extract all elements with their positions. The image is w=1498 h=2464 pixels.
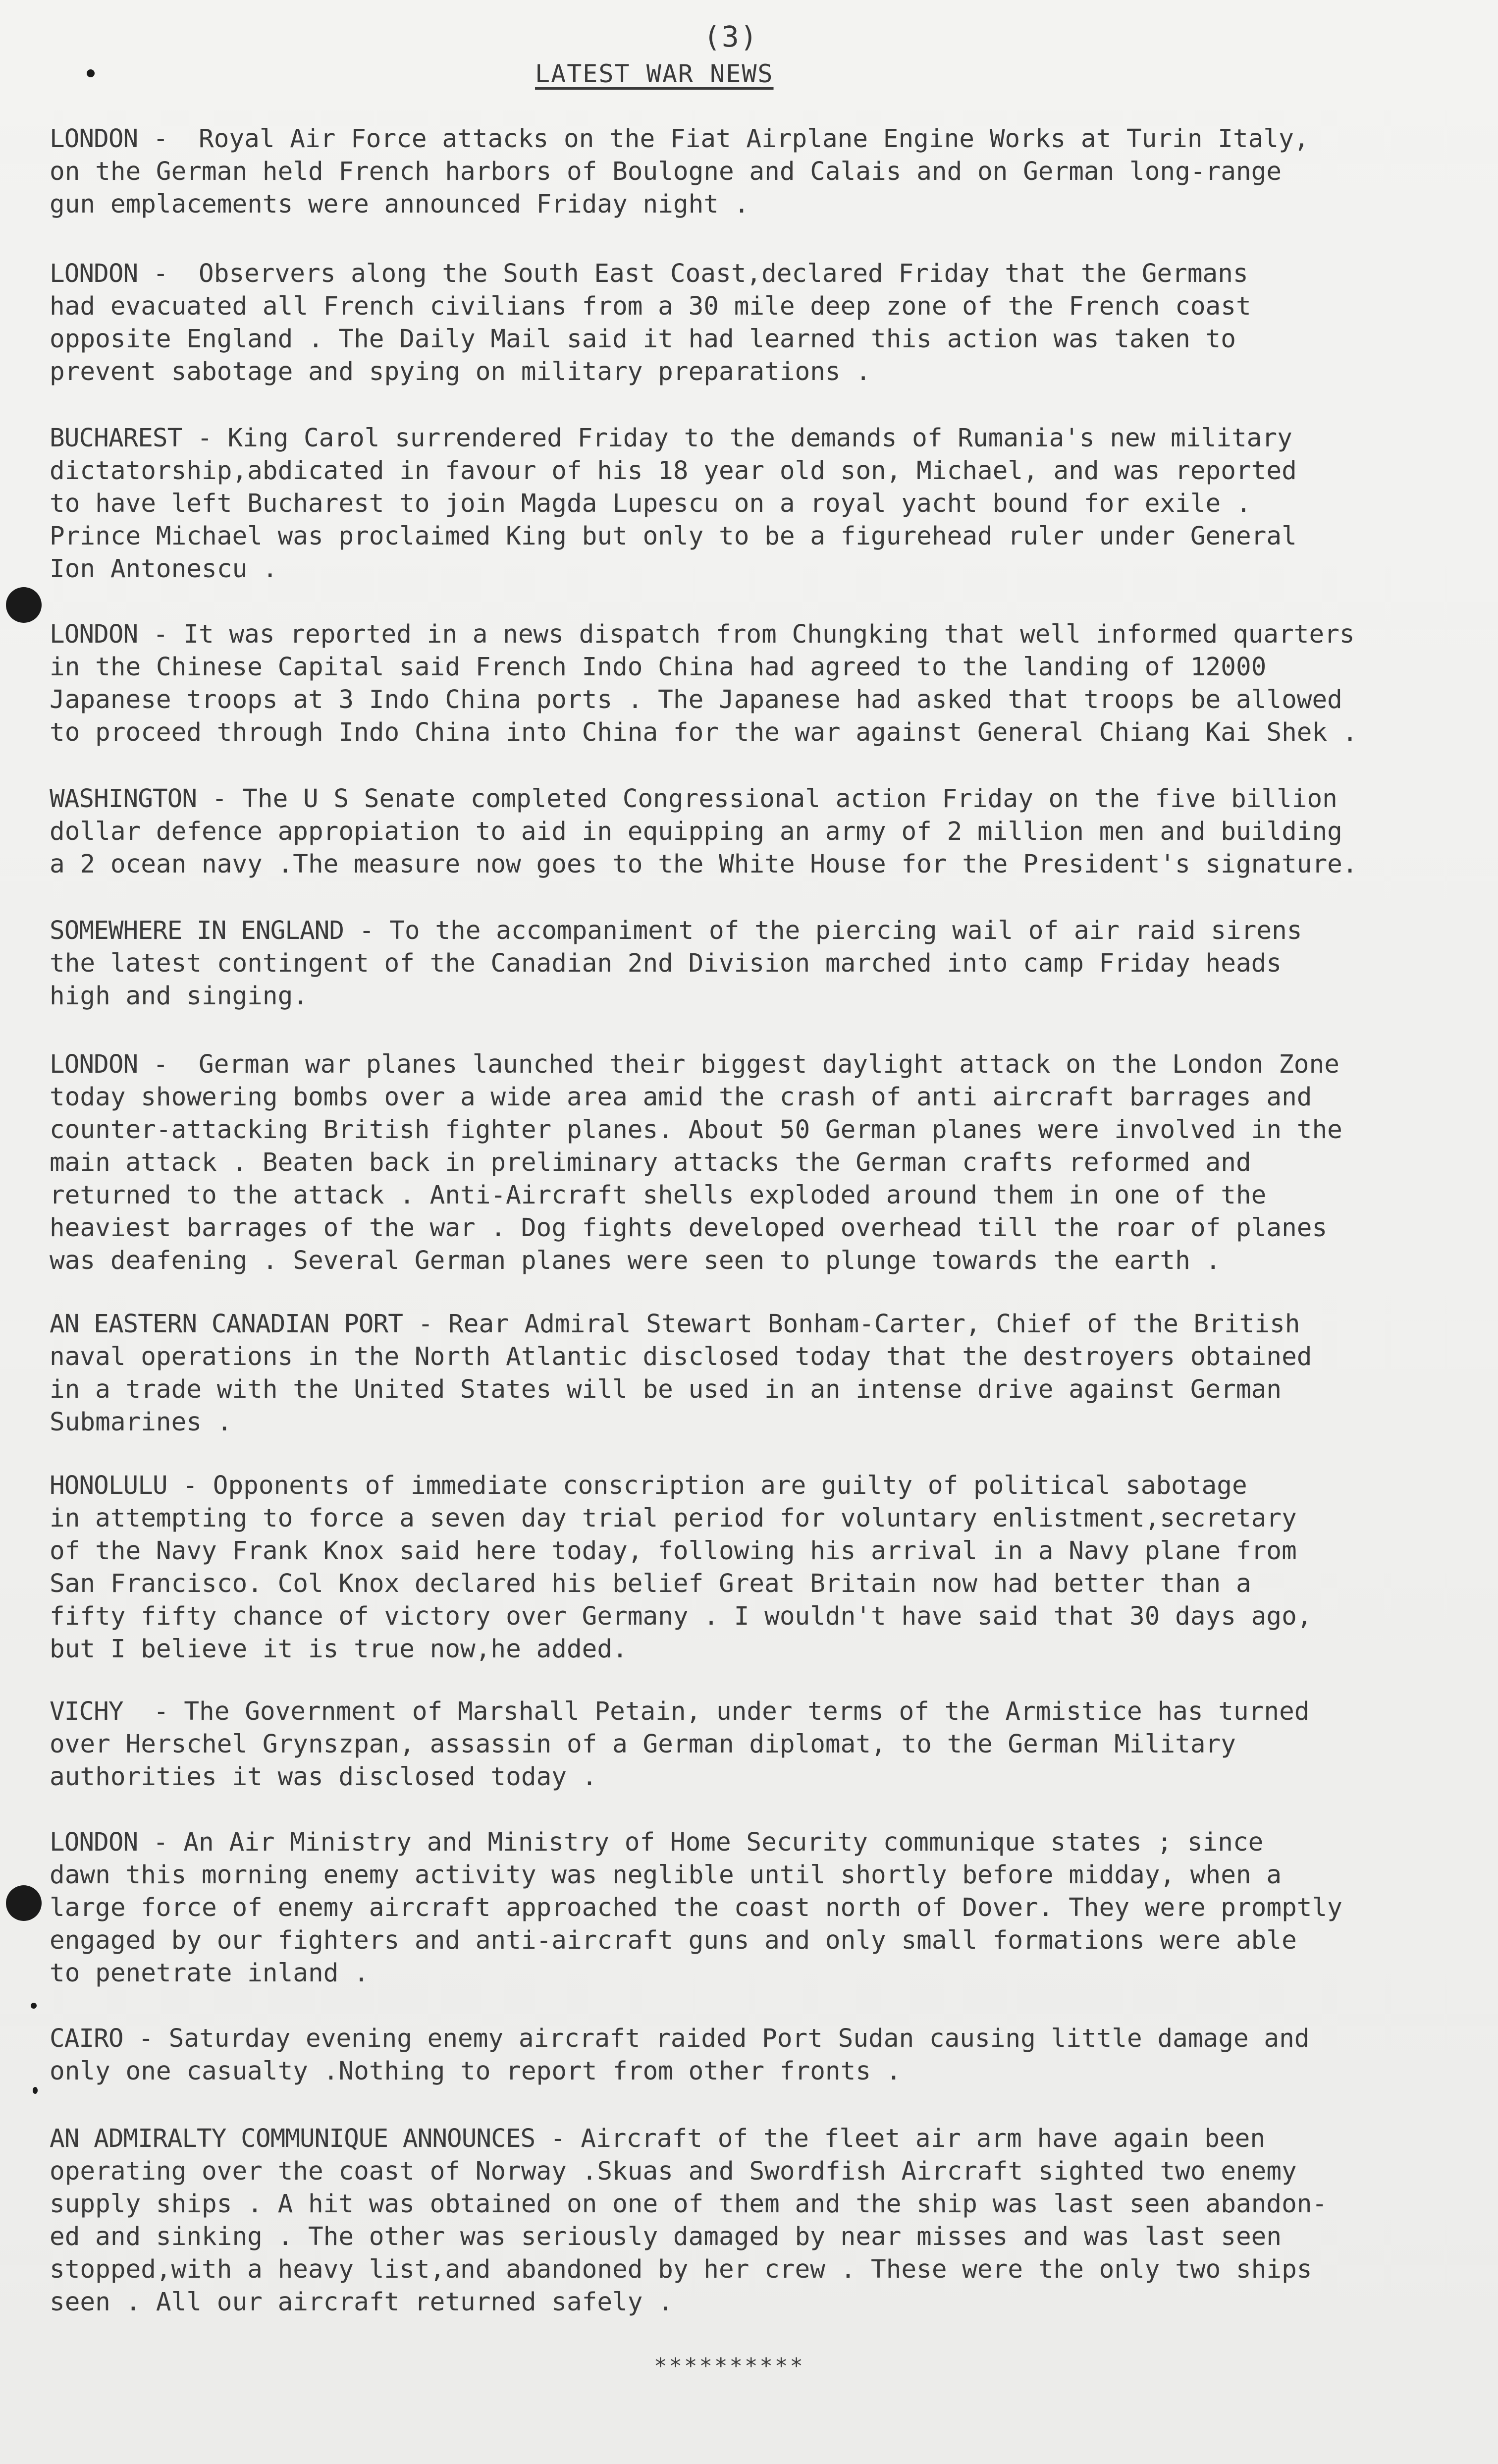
news-dateline: AN EASTERN CANADIAN PORT bbox=[50, 1310, 403, 1339]
news-dateline: AN ADMIRALTY COMMUNIQUE ANNOUNCES bbox=[50, 2124, 535, 2153]
news-body: - The U S Senate completed Congressional action Friday on the five billion dollar defence appropiation to aid in equipping an army of 2 million men and building a 2 ocean navy .The measure now goes to the White House for the President's signature. bbox=[50, 784, 1358, 879]
news-body: - German war planes launched their biggest daylight attack on the London Zone today showering bombs over a wide area amid the crash of anti aircraft barrages and counter-attacking British fighter planes. About 50 German planes were involved in the main attack . Beaten back in preliminary attacks the German crafts reformed and returned to the attack . Anti-Aircraft shells exploded around them in one of the heaviest barrages of the war . Dog fights developed overhead till the roar of planes was deafening . Several German planes were seen to plunge towards the earth . bbox=[50, 1050, 1342, 1275]
news-dateline: LONDON bbox=[50, 620, 138, 649]
news-body: - An Air Ministry and Ministry of Home Security communique states ; since dawn this morning enemy activity was neglible until shortly before midday, when a large force of enemy aircraft approached the coast north of Dover. They were promptly engaged by our fighters and anti-aircraft guns and only small formations were able to penetrate inland . bbox=[50, 1828, 1342, 1988]
news-dateline: HONOLULU bbox=[50, 1471, 167, 1500]
news-item bbox=[50, 1696, 1451, 1794]
news-dateline: LONDON bbox=[50, 259, 138, 288]
news-body: - King Carol surrendered Friday to the demands of Rumania's new military dictatorship,abdicated in favour of his 18 year old son, Michael, and was reported to have left Bucharest to join Magda Lupescu on a royal yacht bound for exile . Prince Michael was proclaimed King but only to be a figurehead ruler under General Ion Antonescu . bbox=[50, 424, 1297, 584]
end-of-page-asterisks: ********** bbox=[654, 2354, 805, 2379]
news-dateline: BUCHAREST bbox=[50, 424, 182, 453]
news-item bbox=[50, 123, 1451, 221]
news-item bbox=[50, 1308, 1451, 1439]
news-body: - The Government of Marshall Petain, under terms of the Armistice has turned over Herschel Grynszpan, assassin of a German diplomat, to the German Military authorities it was disclosed today . bbox=[50, 1697, 1310, 1792]
news-item bbox=[50, 258, 1451, 388]
news-body: - To the accompaniment of the piercing wail of air raid sirens the latest contingent of the Canadian 2nd Division marched into camp Friday heads high and singing. bbox=[50, 916, 1302, 1011]
news-body: - Rear Admiral Stewart Bonham-Carter, Chief of the British naval operations in the North Atlantic disclosed today that the destroyers obtained in a trade with the United States will be used in an intense drive against German Submarines . bbox=[50, 1310, 1312, 1437]
news-item bbox=[50, 2123, 1451, 2319]
news-item bbox=[50, 618, 1451, 749]
ink-mark bbox=[33, 2087, 38, 2094]
news-dateline: VICHY bbox=[50, 1697, 123, 1726]
news-item bbox=[50, 2023, 1451, 2088]
news-item bbox=[50, 783, 1451, 881]
news-body: - Royal Air Force attacks on the Fiat Airplane Engine Works at Turin Italy, on the German held French harbors of Boulogne and Calais and on German long-range gun emplacements were announced Friday night . bbox=[50, 124, 1309, 219]
news-dateline: LONDON bbox=[50, 1828, 138, 1857]
news-dateline: SOMEWHERE IN ENGLAND bbox=[50, 916, 344, 945]
news-body: - Opponents of immediate conscription are guilty of political sabotage in attempting to force a seven day trial period for voluntary enlistment,secretary of the Navy Frank Knox said here today, following his arrival in a Navy plane from San Francisco. Col Knox declared his belief Great Britain now had better than a fifty fifty chance of victory over Germany . I wouldn't have said that 30 days ago, but I believe it is true now,he added. bbox=[50, 1471, 1312, 1664]
news-dateline: LONDON bbox=[50, 124, 138, 154]
page-heading: LATEST WAR NEWS bbox=[535, 59, 774, 88]
punch-hole-mark bbox=[6, 1885, 42, 1921]
ink-mark bbox=[31, 2003, 37, 2009]
news-body: - Aircraft of the fleet air arm have again been operating over the coast of Norway .Skuas and Swordfish Aircraft sighted two enemy supply ships . A hit was obtained on one of them and the ship was last seen abandon- ed and sinking . The other was seriously damaged by near misses and was last seen stopped,with a heavy list,and abandoned by her crew . These were the only two ships seen . All our aircraft returned safely . bbox=[50, 2124, 1328, 2317]
news-item bbox=[50, 1470, 1451, 1666]
news-item bbox=[50, 1826, 1451, 1990]
news-item bbox=[50, 422, 1451, 586]
news-body: - Observers along the South East Coast,declared Friday that the Germans had evacuated all French civilians from a 30 mile deep zone of the French coast opposite England . The Daily Mail said it had learned this action was taken to prevent sabotage and spying on military preparations . bbox=[50, 259, 1251, 386]
news-dateline: LONDON bbox=[50, 1050, 138, 1079]
news-dateline: WASHINGTON bbox=[50, 784, 197, 814]
news-body: - It was reported in a news dispatch from Chungking that well informed quarters in the Chinese Capital said French Indo China had agreed to the landing of 12000 Japanese troops at 3 Indo China ports . The Japanese had asked that troops be allowed to proceed through Indo China into China for the war against General Chiang Kai Shek . bbox=[50, 620, 1358, 747]
ink-mark bbox=[87, 69, 95, 77]
news-body: - Saturday evening enemy aircraft raided Port Sudan causing little damage and only one casualty .Nothing to report from other fronts . bbox=[50, 2024, 1310, 2086]
news-dateline: CAIRO bbox=[50, 2024, 123, 2053]
news-item bbox=[50, 1048, 1451, 1277]
page-number: (3) bbox=[703, 20, 758, 54]
news-item bbox=[50, 915, 1451, 1013]
punch-hole-mark bbox=[6, 587, 42, 623]
